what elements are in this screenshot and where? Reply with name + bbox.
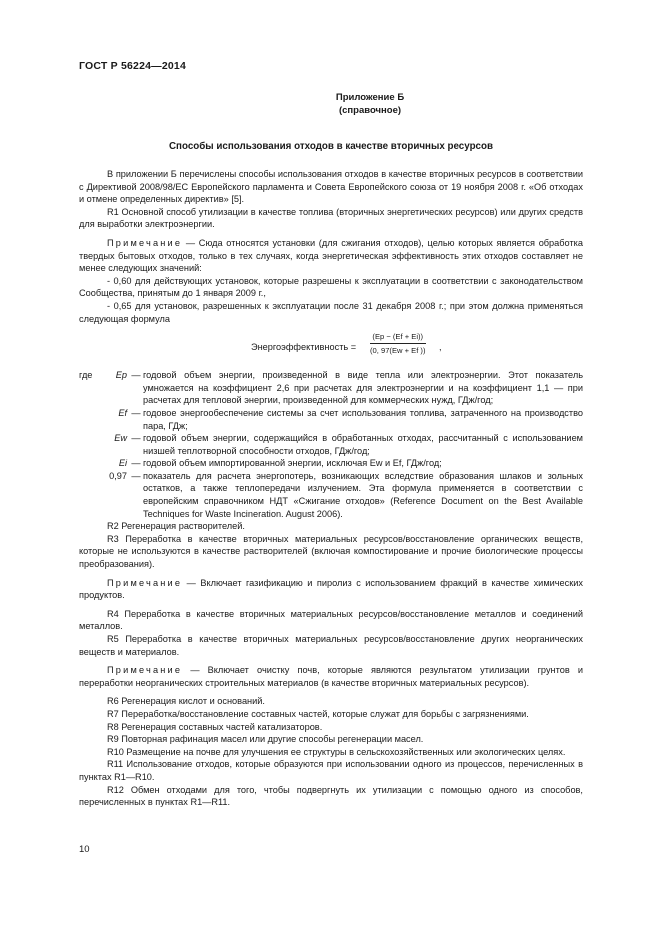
definition-dash: — xyxy=(131,433,141,444)
where-label: где xyxy=(79,370,93,381)
definition-dash: — xyxy=(131,470,141,481)
note-text: — Сюда относятся установки (для сжигания отходов), целью которых является обработка твердых бытовых отходов, только в тех случаях, когда энергетическая эффективность этих отходов составляет не менее следующих значений: xyxy=(79,237,583,274)
note-3 xyxy=(79,664,583,689)
definition-symbol: 0,97 xyxy=(109,470,127,481)
definition-text: годовой объем импортированной энергии, исключая Ew и Ef, ГДж/год; xyxy=(143,458,442,469)
definition-row xyxy=(79,432,583,457)
item-r9: R9 Повторная рафинация масел или другие способы регенерации масел. xyxy=(107,734,424,745)
definition-text: годовой объем энергии, произведенной в виде тепла или электроэнергии. Этот показатель умножается на коэффициент 2,6 при расчетах для электроэнергии и на коэффициент 1,1 — при расчетах для тепловой энергии, произведенной для коммерческих нужд, ГДж/год; xyxy=(143,370,583,406)
definition-text: показатель для расчета энергопотерь, возникающих вследствие образования шлаков и зольных остатков, а также теплопередачи излучением. Эта формула применяется в соответствии с европейским справочником НДТ «Сжигание отходов» (Reference Document on the Best Available Techniques for Waste Incineration. August 2006). xyxy=(143,470,583,519)
definition-dash: — xyxy=(131,458,141,469)
formula-fraction xyxy=(370,331,426,356)
item-r10: R10 Размещение на почве для улучшения ее структуры в сельскохозяйственных или экологических целях. xyxy=(107,746,566,757)
definition-symbol: Ei xyxy=(118,458,127,469)
section-title: Способы использования отходов в качестве вторичных ресурсов xyxy=(168,141,494,152)
item-r7: R7 Переработка/восстановление составных частей, которые служат для борьбы с загрязнениями. xyxy=(107,708,529,719)
item-r8: R8 Регенерация составных частей катализаторов. xyxy=(107,721,323,732)
item-r6: R6 Регенерация кислот и оснований. xyxy=(107,696,265,707)
note-label: Примечание xyxy=(107,237,183,248)
item-r2: R2 Регенерация растворителей. xyxy=(107,521,245,532)
item-r3: R3 Переработка в качестве вторичных материальных ресурсов/восстановление органических веществ, которые не используются в качестве растворителей (включая компостирование и прочие биологические процессы преобразования). xyxy=(79,533,583,570)
item-r4: R4 Переработка в качестве вторичных материальных ресурсов/восстановление металлов и соединений металлов. xyxy=(79,608,583,632)
definition-row xyxy=(79,457,583,470)
formula-label: Энергоэффективность = xyxy=(251,342,357,353)
definition-dash: — xyxy=(131,407,141,418)
annex-heading xyxy=(250,92,490,117)
item-r1: R1 Основной способ утилизации в качестве топлива (вторичных энергетических ресурсов) или других средств для выработки электроэнергии. xyxy=(79,206,583,230)
intro-paragraph: В приложении Б перечислены способы использования отходов в качестве вторичных ресурсов в соответствии с Директивой 2008/98/ЕС Европейского парламента и Совета Европейского союза от 19 ноября 2008 г. «Об отходах и отмене определенных директив» [5]. xyxy=(79,169,583,205)
item-r12: R12 Обмен отходами для того, чтобы подвергнуть их утилизации с помощью одного из способов, перечисленных в пунктах R1—R11. xyxy=(79,784,583,808)
definition-row xyxy=(79,407,583,432)
document-body xyxy=(79,168,583,809)
variable-definitions xyxy=(79,369,583,520)
formula-end: , xyxy=(439,342,442,353)
definition-text: годовое энергообеспечение системы за счет использования топлива, затраченного на производство пара, ГДж; xyxy=(143,407,583,431)
definition-symbol: Ew xyxy=(114,433,127,444)
note-label: Примечание xyxy=(107,577,183,588)
note-1 xyxy=(79,237,583,275)
item-r11: R11 Использование отходов, которые образуются при использовании одного из процессов, перечисленных в пунктах R1—R10. xyxy=(79,759,583,782)
formula-denominator: (0, 97(Ew + Ef )) xyxy=(370,346,426,356)
item-r5: R5 Переработка в качестве вторичных материальных ресурсов/восстановление других неорганических веществ и материалов. xyxy=(79,634,583,657)
definition-text: годовой объем энергии, содержащийся в обработанных отходах, рассчитанный с использованием низшей теплотворной способности отходов, ГДж/год; xyxy=(143,433,583,456)
document-header: ГОСТ Р 56224—2014 xyxy=(79,60,187,72)
note-label: Примечание xyxy=(107,665,183,676)
note-text: — Включает газификацию и пиролиз с использованием фракций в качестве химических продуктов. xyxy=(79,577,583,601)
formula-numerator: (Ep − (Ef + Ei)) xyxy=(370,331,426,344)
note-2 xyxy=(79,577,583,602)
note-text: — Включает очистку почв, которые являются результатом утилизации грунтов и переработки неорганических строительных материалов (в качестве вторичных материальных ресурсов). xyxy=(79,665,583,688)
annex-label: Приложение Б xyxy=(335,92,405,103)
annex-type: (справочное) xyxy=(338,104,402,116)
note-1-item-2: - 0,65 для установок, разрешенных к эксплуатации после 31 декабря 2008 г.; при этом должна применяться следующая формула xyxy=(79,300,583,324)
energy-efficiency-formula xyxy=(79,331,583,363)
definition-symbol: Ep xyxy=(115,370,127,381)
definition-symbol: Ef xyxy=(118,407,127,418)
page-number: 10 xyxy=(79,844,90,855)
note-1-item-1: - 0,60 для действующих установок, которые разрешены к эксплуатации в соответствии с законодательством Сообщества, принятым до 1 января 2009 г., xyxy=(79,275,583,299)
definition-dash: — xyxy=(131,370,141,381)
definition-row xyxy=(79,470,583,520)
definition-row xyxy=(79,369,583,407)
